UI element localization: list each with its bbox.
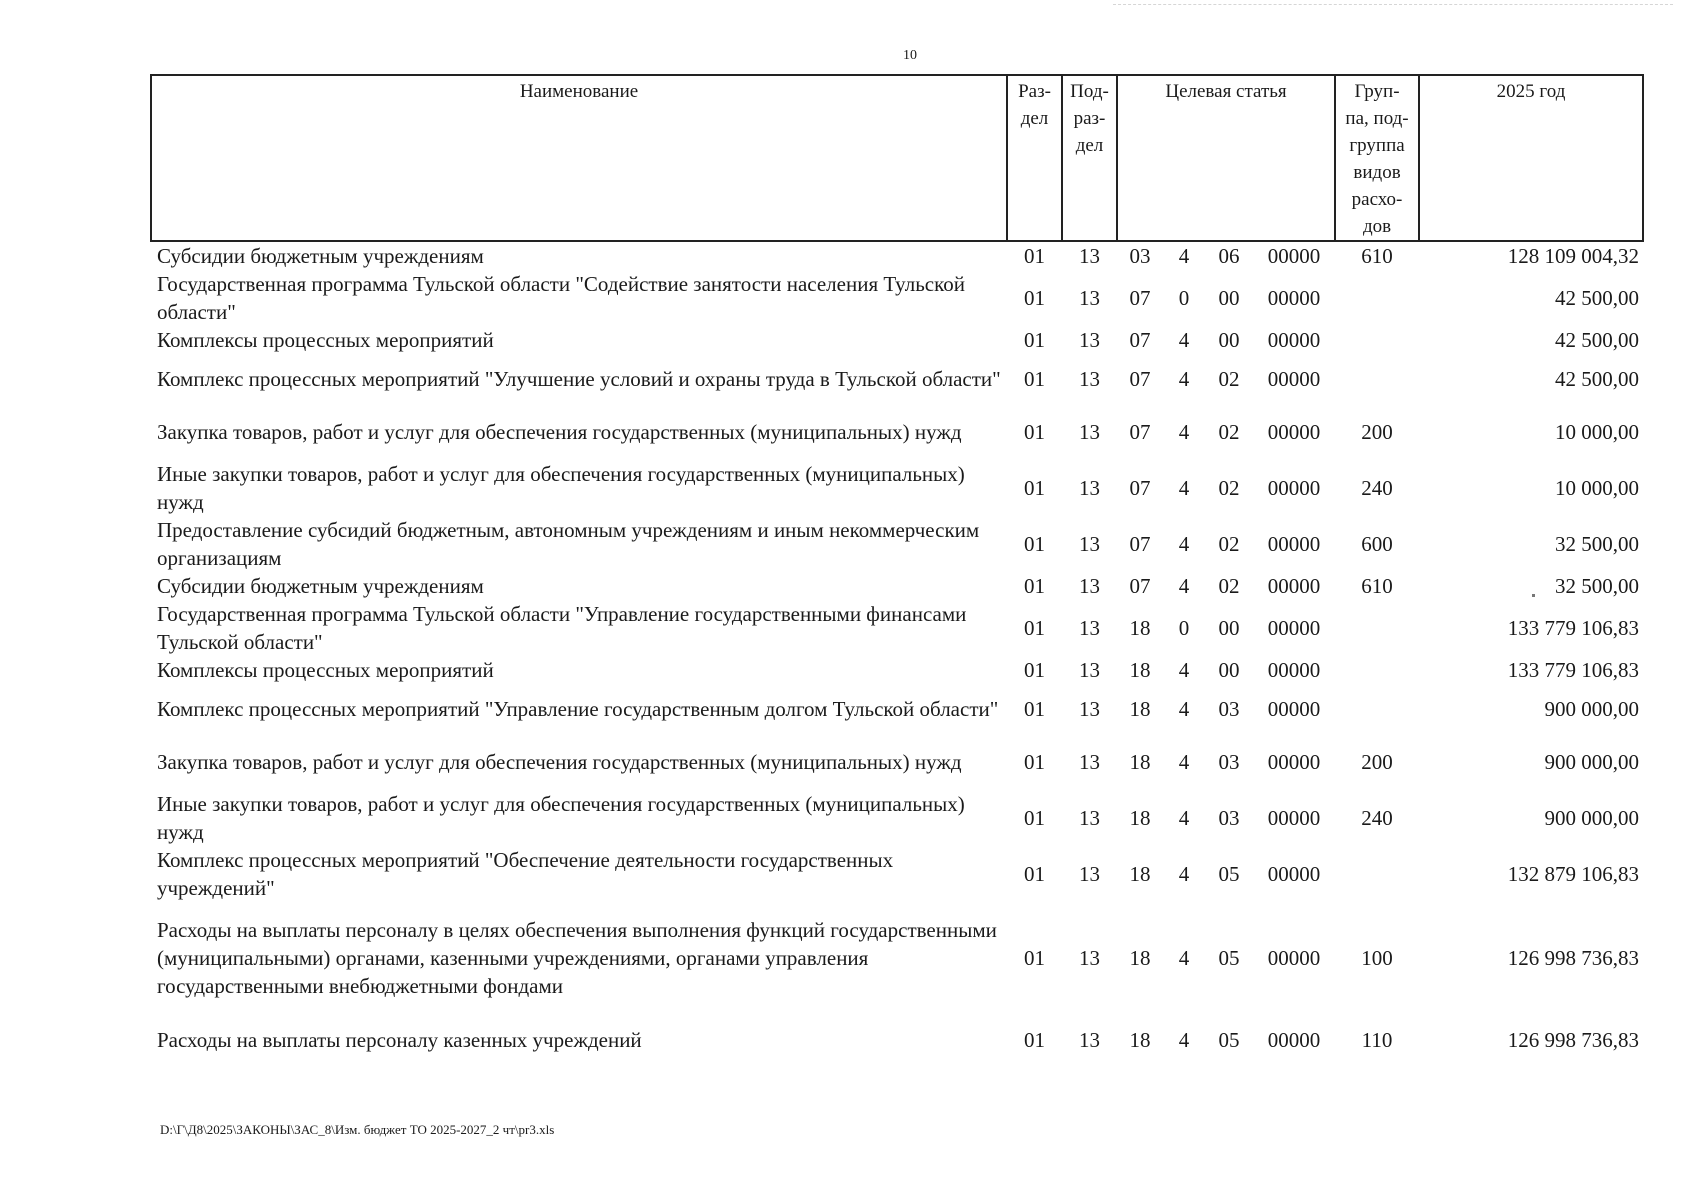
cell-t4: 00000 — [1267, 286, 1321, 310]
cell-amount: 32 500,00 — [1555, 532, 1640, 556]
cell-group — [1335, 270, 1419, 326]
cell-t4: 00000 — [1267, 532, 1321, 556]
cell-group: 200 — [1361, 420, 1393, 444]
cell-razdel: 01 — [1024, 946, 1045, 970]
cell-amount: 900 000,00 — [1544, 806, 1640, 830]
cell-name: Предоставление субсидий бюджетным, автономным учреждениям и иным некоммерческим организациям — [157, 518, 980, 570]
cell-name: Иные закупки товаров, работ и услуг для обеспечения государственных (муниципальных) нужд — [157, 792, 965, 844]
cell-group: 240 — [1361, 806, 1393, 830]
scan-artifact — [1113, 4, 1673, 11]
cell-t1: 07 — [1129, 420, 1151, 444]
cell-t4: 00000 — [1267, 1028, 1321, 1052]
header-subsection — [1062, 75, 1117, 241]
cell-t3: 03 — [1218, 750, 1240, 774]
header-expense-group — [1335, 75, 1419, 241]
header-row — [151, 75, 1643, 241]
cell-t1: 07 — [1129, 532, 1151, 556]
cell-amount: 10 000,00 — [1555, 476, 1640, 500]
cell-podrazdel: 13 — [1079, 946, 1100, 970]
table-row — [151, 354, 1643, 404]
table-row — [151, 241, 1643, 270]
cell-t2: 4 — [1178, 658, 1190, 682]
cell-podrazdel: 13 — [1079, 658, 1100, 682]
cell-name: Комплекс процессных мероприятий "Обеспечение деятельности государственных учреждений" — [157, 848, 894, 900]
cell-t1: 18 — [1129, 658, 1151, 682]
cell-t2: 4 — [1178, 574, 1190, 598]
header-section — [1007, 75, 1062, 241]
cell-t3: 00 — [1218, 658, 1240, 682]
cell-t1: 18 — [1129, 616, 1151, 640]
cell-razdel: 01 — [1024, 328, 1045, 352]
cell-t3: 03 — [1218, 806, 1240, 830]
cell-amount: 126 998 736,83 — [1507, 1028, 1640, 1052]
cell-podrazdel: 13 — [1079, 532, 1100, 556]
cell-t2: 4 — [1178, 946, 1190, 970]
cell-name: Субсидии бюджетным учреждениям — [157, 244, 484, 268]
header-target-label: Целевая статья — [1165, 81, 1287, 102]
cell-group: 100 — [1361, 946, 1393, 970]
table-row — [151, 684, 1643, 734]
cell-group: 610 — [1361, 574, 1393, 598]
cell-name: Субсидии бюджетным учреждениям — [157, 574, 484, 598]
cell-t1: 07 — [1129, 286, 1151, 310]
cell-t2: 4 — [1178, 697, 1190, 721]
cell-group — [1335, 354, 1419, 404]
cell-t1: 18 — [1129, 806, 1151, 830]
budget-table-container — [150, 74, 1642, 1066]
cell-t2: 0 — [1178, 616, 1190, 640]
cell-t3: 05 — [1218, 862, 1240, 886]
table-row — [151, 790, 1643, 846]
cell-t2: 4 — [1178, 244, 1190, 268]
cell-t3: 02 — [1218, 367, 1240, 391]
cell-t2: 4 — [1178, 750, 1190, 774]
cell-name: Иные закупки товаров, работ и услуг для обеспечения государственных (муниципальных) нужд — [157, 462, 965, 514]
cell-t4: 00000 — [1267, 946, 1321, 970]
cell-group: 110 — [1361, 1028, 1393, 1052]
table-row — [151, 846, 1643, 902]
cell-podrazdel: 13 — [1079, 1028, 1100, 1052]
cell-t4: 00000 — [1267, 476, 1321, 500]
cell-t3: 02 — [1218, 420, 1240, 444]
cell-name: Государственная программа Тульской области "Управление государственными финансами Тульской области" — [157, 602, 967, 654]
cell-t2: 0 — [1178, 286, 1190, 310]
cell-amount: 900 000,00 — [1544, 697, 1640, 721]
cell-razdel: 01 — [1024, 244, 1045, 268]
cell-t2: 4 — [1178, 420, 1190, 444]
table-row — [151, 600, 1643, 656]
cell-t2: 4 — [1178, 806, 1190, 830]
cell-t1: 03 — [1129, 244, 1151, 268]
header-year — [1419, 75, 1643, 241]
header-subsection-line: дел — [1075, 135, 1104, 156]
cell-amount: 10 000,00 — [1555, 420, 1640, 444]
cell-podrazdel: 13 — [1079, 328, 1100, 352]
cell-t1: 07 — [1129, 367, 1151, 391]
cell-amount: 42 500,00 — [1555, 328, 1640, 352]
header-group-line: группа — [1349, 135, 1405, 156]
cell-razdel: 01 — [1024, 750, 1045, 774]
table-body — [151, 241, 1643, 1066]
cell-podrazdel: 13 — [1079, 750, 1100, 774]
cell-podrazdel: 13 — [1079, 244, 1100, 268]
cell-razdel: 01 — [1024, 806, 1045, 830]
header-section-line: Раз- — [1018, 81, 1051, 102]
cell-t1: 18 — [1129, 697, 1151, 721]
cell-t1: 07 — [1129, 476, 1151, 500]
cell-t2: 4 — [1178, 328, 1190, 352]
cell-name: Комплекс процессных мероприятий "Улучшение условий и охраны труда в Тульской области" — [157, 367, 1001, 391]
header-section-line: дел — [1020, 108, 1049, 129]
cell-t4: 00000 — [1267, 244, 1321, 268]
cell-t4: 00000 — [1267, 697, 1321, 721]
cell-t4: 00000 — [1267, 658, 1321, 682]
header-name — [151, 75, 1007, 241]
cell-amount: 126 998 736,83 — [1507, 946, 1640, 970]
header-group-line: видов — [1353, 162, 1401, 183]
cell-razdel: 01 — [1024, 862, 1045, 886]
cell-podrazdel: 13 — [1079, 806, 1100, 830]
page-number: 10 — [903, 48, 917, 63]
table-row — [151, 326, 1643, 354]
table-row — [151, 572, 1643, 600]
cell-t4: 00000 — [1267, 616, 1321, 640]
cell-name: Комплексы процессных мероприятий — [157, 658, 494, 682]
cell-t1: 18 — [1129, 862, 1151, 886]
cell-name: Государственная программа Тульской области "Содействие занятости населения Тульской области" — [157, 272, 965, 324]
cell-razdel: 01 — [1024, 697, 1045, 721]
cell-t2: 4 — [1178, 532, 1190, 556]
cell-t3: 00 — [1218, 286, 1240, 310]
cell-t3: 02 — [1218, 532, 1240, 556]
header-year-label: 2025 год — [1496, 81, 1566, 102]
cell-t3: 06 — [1218, 244, 1240, 268]
table-row — [151, 1014, 1643, 1066]
cell-t2: 4 — [1178, 1028, 1190, 1052]
cell-name: Расходы на выплаты персоналу в целях обеспечения выполнения функций государственными (муниципальными) органами, казенными учреждениями, органами управления государственными внебюджетными фондами — [157, 918, 997, 998]
cell-razdel: 01 — [1024, 616, 1045, 640]
cell-t3: 02 — [1218, 476, 1240, 500]
cell-razdel: 01 — [1024, 476, 1045, 500]
cell-podrazdel: 13 — [1079, 697, 1100, 721]
table-row — [151, 404, 1643, 460]
header-group-line: па, под- — [1345, 108, 1409, 129]
cell-t4: 00000 — [1267, 574, 1321, 598]
header-name-label: Наименование — [519, 81, 639, 102]
cell-t4: 00000 — [1267, 367, 1321, 391]
cell-group — [1335, 684, 1419, 734]
cell-razdel: 01 — [1024, 532, 1045, 556]
cell-group: 610 — [1361, 244, 1393, 268]
table-row — [151, 460, 1643, 516]
table-row — [151, 656, 1643, 684]
cell-podrazdel: 13 — [1079, 862, 1100, 886]
cell-name: Закупка товаров, работ и услуг для обеспечения государственных (муниципальных) нужд — [157, 420, 962, 444]
table-header — [151, 75, 1643, 241]
cell-group: 200 — [1361, 750, 1393, 774]
budget-table — [150, 74, 1644, 1066]
cell-group — [1335, 326, 1419, 354]
cell-amount: 42 500,00 — [1555, 367, 1640, 391]
cell-t3: 05 — [1218, 946, 1240, 970]
header-target-article — [1117, 75, 1335, 241]
cell-name: Закупка товаров, работ и услуг для обеспечения государственных (муниципальных) нужд — [157, 750, 962, 774]
header-group-line: дов — [1362, 216, 1392, 237]
cell-t3: 00 — [1218, 328, 1240, 352]
cell-t2: 4 — [1178, 476, 1190, 500]
cell-amount: 133 779 106,83 — [1507, 616, 1640, 640]
table-row — [151, 516, 1643, 572]
cell-t1: 18 — [1129, 1028, 1151, 1052]
cell-t3: 00 — [1218, 616, 1240, 640]
cell-podrazdel: 13 — [1079, 367, 1100, 391]
cell-name: Расходы на выплаты персоналу казенных учреждений — [157, 1028, 642, 1052]
cell-razdel: 01 — [1024, 658, 1045, 682]
cell-podrazdel: 13 — [1079, 420, 1100, 444]
cell-t2: 4 — [1178, 862, 1190, 886]
footer-file-path: D:\Г\Д8\2025\ЗАКОНЫ\ЗАС_8\Изм. бюджет ТО 2025-2027_2 чт\pr3.xls — [160, 1122, 555, 1137]
cell-razdel: 01 — [1024, 286, 1045, 310]
cell-group: 600 — [1361, 532, 1393, 556]
cell-podrazdel: 13 — [1079, 574, 1100, 598]
scan-speck — [1532, 594, 1535, 597]
cell-t1: 18 — [1129, 750, 1151, 774]
cell-t1: 07 — [1129, 574, 1151, 598]
cell-podrazdel: 13 — [1079, 616, 1100, 640]
cell-t1: 18 — [1129, 946, 1151, 970]
cell-group — [1335, 656, 1419, 684]
cell-t1: 07 — [1129, 328, 1151, 352]
cell-t2: 4 — [1178, 367, 1190, 391]
cell-t4: 00000 — [1267, 750, 1321, 774]
cell-razdel: 01 — [1024, 420, 1045, 444]
header-group-line: Груп- — [1354, 81, 1400, 102]
header-subsection-line: раз- — [1073, 108, 1106, 129]
cell-razdel: 01 — [1024, 574, 1045, 598]
cell-razdel: 01 — [1024, 1028, 1045, 1052]
cell-t4: 00000 — [1267, 862, 1321, 886]
cell-group — [1335, 846, 1419, 902]
header-group-line: расхо- — [1351, 189, 1403, 210]
cell-amount: 900 000,00 — [1544, 750, 1640, 774]
cell-t4: 00000 — [1267, 328, 1321, 352]
cell-t4: 00000 — [1267, 806, 1321, 830]
table-row — [151, 270, 1643, 326]
cell-amount: 42 500,00 — [1555, 286, 1640, 310]
cell-name: Комплексы процессных мероприятий — [157, 328, 494, 352]
cell-name: Комплекс процессных мероприятий "Управление государственным долгом Тульской области" — [157, 697, 999, 721]
cell-group — [1335, 600, 1419, 656]
table-row — [151, 902, 1643, 1014]
cell-t3: 02 — [1218, 574, 1240, 598]
cell-amount: 132 879 106,83 — [1507, 862, 1640, 886]
cell-podrazdel: 13 — [1079, 286, 1100, 310]
header-subsection-line: Под- — [1070, 81, 1109, 102]
cell-t3: 05 — [1218, 1028, 1240, 1052]
table-row — [151, 734, 1643, 790]
cell-group: 240 — [1361, 476, 1393, 500]
cell-t3: 03 — [1218, 697, 1240, 721]
cell-razdel: 01 — [1024, 367, 1045, 391]
cell-t4: 00000 — [1267, 420, 1321, 444]
cell-amount: 128 109 004,32 — [1507, 244, 1640, 268]
cell-amount: 133 779 106,83 — [1507, 658, 1640, 682]
cell-podrazdel: 13 — [1079, 476, 1100, 500]
cell-amount: 32 500,00 — [1555, 574, 1640, 598]
